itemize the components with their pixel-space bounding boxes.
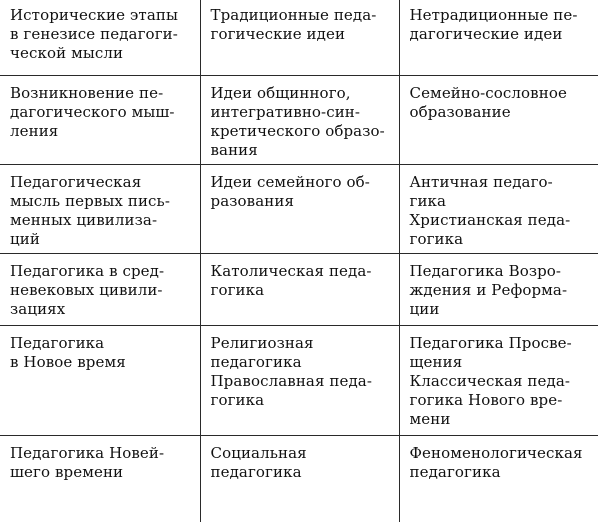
table-cell-nontraditional: Педагогика Просве- щения Классическая педа- гогика Нового вре- мени [399,325,598,435]
table-cell-traditional: Идеи семейного об- разования [200,164,399,253]
table-cell-nontraditional: Феноменологическая педагогика [399,435,598,522]
table-row [0,435,598,522]
table-cell-stage: Педагогическая мысль первых пись- менных цивилиза- ций [0,164,200,253]
table-row [0,75,598,164]
table-cell-nontraditional: Семейно-сословное образование [399,75,598,164]
table-row [0,325,598,435]
table-row [0,164,598,253]
header-nontraditional-ideas: Нетрадиционные пе- дагогические идеи [399,0,598,75]
table-cell-nontraditional: Педагогика Возро- ждения и Реформа- ции [399,253,598,325]
header-historical-stages: Исторические этапы в генезисе педагоги- ческой мысли [0,0,200,75]
table-cell-stage: Педагогика в сред- невековых цивили- зациях [0,253,200,325]
table-cell-traditional: Религиозная педагогика Православная педа- гогика [200,325,399,435]
table-cell-stage: Педагогика в Новое время [0,325,200,435]
table-header-row [0,0,598,75]
table-row [0,253,598,325]
table-cell-stage: Возникновение пе- дагогического мыш- ления [0,75,200,164]
table-cell-nontraditional: Античная педаго- гика Христианская педа- гогика [399,164,598,253]
table-cell-stage: Педагогика Новей- шего времени [0,435,200,522]
header-traditional-ideas: Традиционные педа- гогические идеи [200,0,399,75]
table-cell-traditional: Социальная педагогика [200,435,399,522]
table-cell-traditional: Идеи общинного, интегративно-син- кретического образо- вания [200,75,399,164]
table-cell-traditional: Католическая педа- гогика [200,253,399,325]
